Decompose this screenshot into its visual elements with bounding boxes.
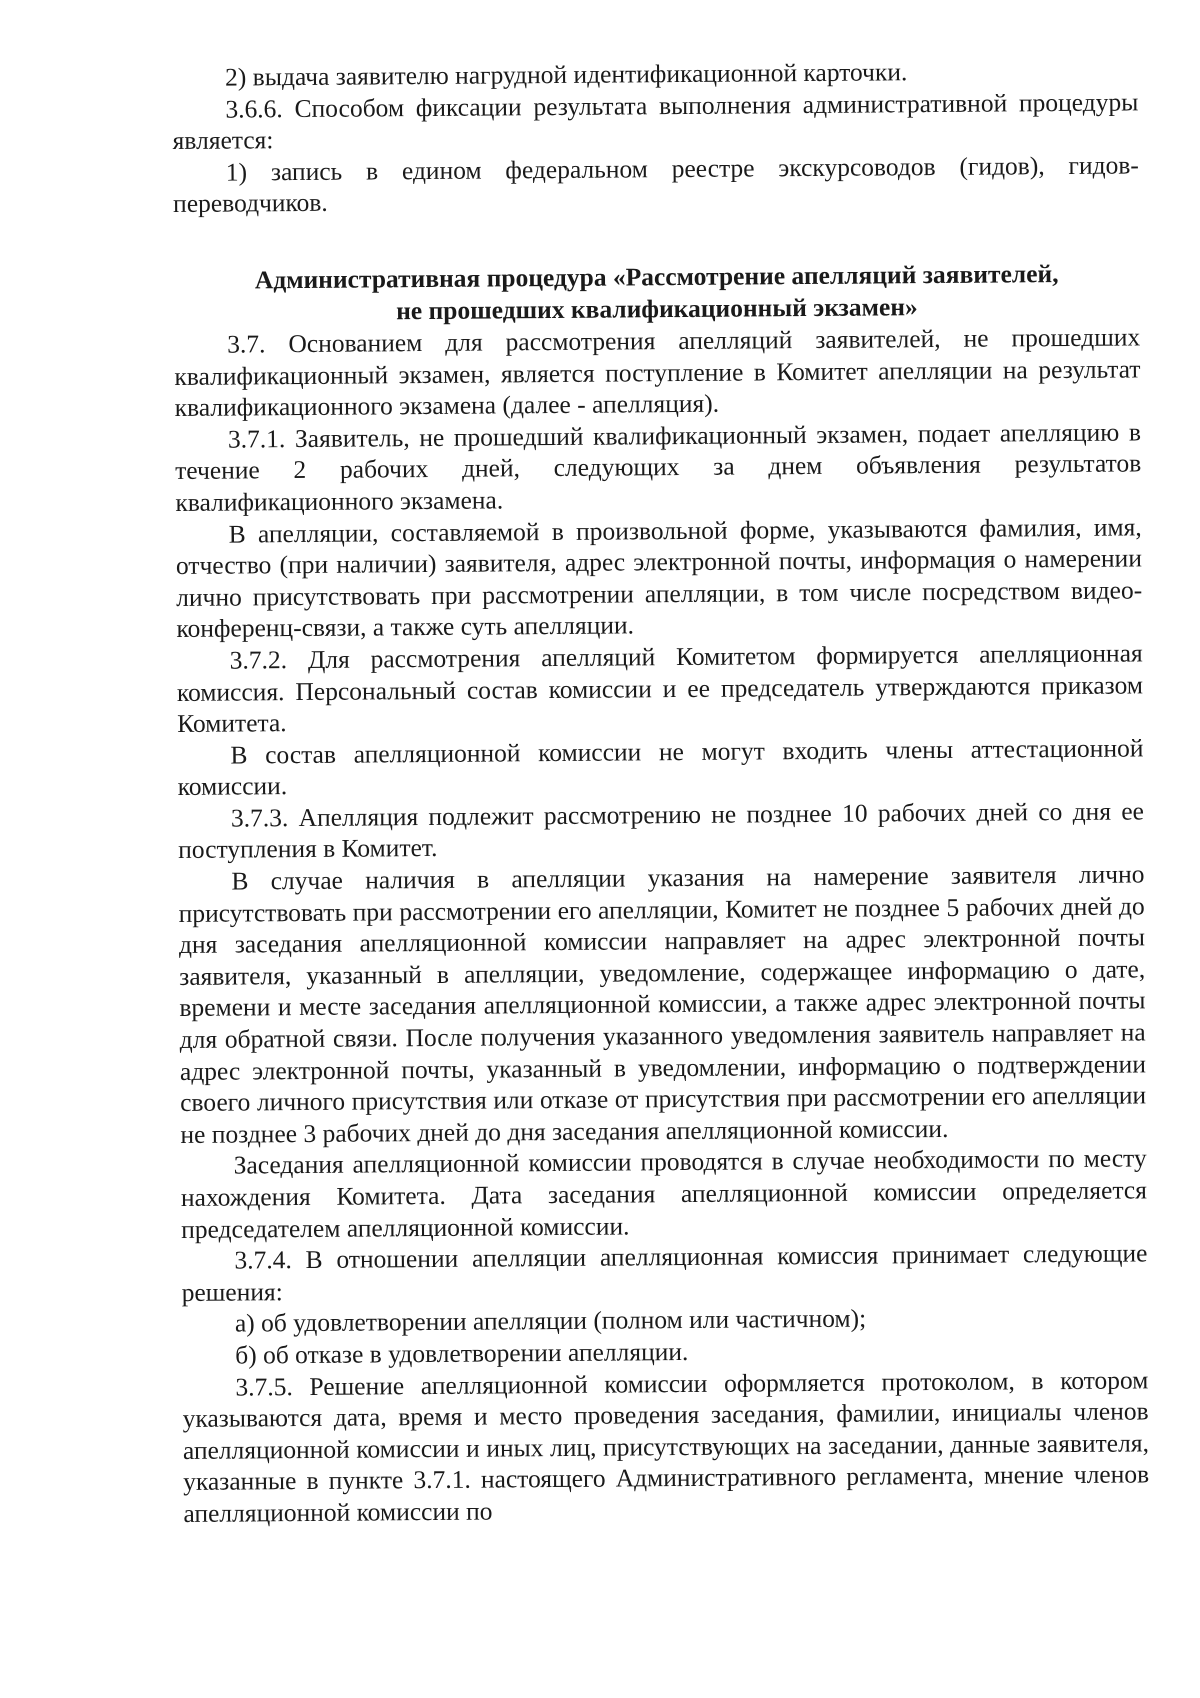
paragraph-appeal-content: В апелляции, составляемой в произвольной форме, указываются фамилия, имя, отчество (при наличии) заявителя, адрес электронной почты, информация о намерении лично присутствовать при рассмотрении апелляции, в том числе посредством видео-конференц-связи, а также суть апелляции. bbox=[175, 511, 1143, 644]
paragraph-3-7-1: 3.7.1. Заявитель, не прошедший квалификационный экзамен, подает апелляцию в течение 2 рабочих дней, следующих за днем объявления результатов квалификационного экзамена. bbox=[175, 417, 1142, 517]
document-body bbox=[172, 54, 1149, 1529]
paragraph-personal-presence: В случае наличия в апелляции указания на намерение заявителя лично присутствовать при рассмотрении его апелляции, Комитет не позднее 5 рабочих дней до дня заседания апелляционной комиссии направляет на адрес электронной почты заявителя, указанный в апелляции, уведомление, содержащее информацию о дате, времени и месте заседания апелляционной комиссии, а также адрес электронной почты для обратной связи. После получения указанного уведомления заявитель направляет на адрес электронной почты, указанный в уведомлении, информацию о подтверждении своего личного присутствия или отказе от присутствия при рассмотрении его апелляции не позднее 3 рабочих дней до дня заседания апелляционной комиссии. bbox=[178, 859, 1147, 1149]
section-heading bbox=[174, 257, 1140, 329]
paragraph-3-7-2: 3.7.2. Для рассмотрения апелляций Комитетом формируется апелляционная комиссия. Персональный состав комиссии и ее председатель утверждаются приказом Комитета. bbox=[176, 638, 1144, 739]
section-heading-line-2: не прошедших квалификационный экзамен» bbox=[396, 292, 918, 326]
list-item-b: б) об отказе в удовлетворении апелляции. bbox=[235, 1336, 689, 1370]
paragraph-commission-composition: В состав апелляционной комиссии не могут входить члены аттестационной комиссии. bbox=[177, 733, 1144, 802]
intro-line-3: 1) запись в едином федеральном реестре экскурсоводов (гидов), гидов-переводчиков. bbox=[173, 150, 1139, 219]
section-heading-line-1: Административная процедура «Рассмотрение апелляций заявителей, bbox=[254, 259, 1059, 295]
paragraph-3-7: 3.7. Основанием для рассмотрения апелляций заявителей, не прошедших квалификационный экзамен, является поступление в Комитет апелляции на результат квалификационного экзамена (далее - апелляция). bbox=[174, 322, 1141, 423]
intro-line-2: 3.6.6. Способом фиксации результата выполнения административной процедуры является: bbox=[172, 87, 1139, 156]
list-item-a: а) об удовлетворении апелляции (полном или частичном); bbox=[234, 1303, 867, 1338]
paragraph-3-7-3: 3.7.3. Апелляция подлежит рассмотрению не позднее 10 рабочих дней со дня ее поступления в Комитет. bbox=[178, 796, 1145, 865]
intro-line-1: 2) выдача заявителю нагрудной идентификационной карточки. bbox=[225, 57, 908, 92]
paragraph-3-7-4: 3.7.4. В отношении апелляции апелляционная комиссия принимает следующие решения: bbox=[181, 1238, 1148, 1307]
paragraph-meetings: Заседания апелляционной комиссии проводятся в случае необходимости по месту нахождения Комитета. Дата заседания апелляционной комиссии определяется председателем апелляционной комиссии. bbox=[180, 1143, 1148, 1244]
paragraph-3-7-5: 3.7.5. Решение апелляционной комиссии оформляется протоколом, в котором указываются дата, время и место проведения заседания, фамилии, инициалы членов апелляционной комиссии и иных лиц, присутствующих на заседании, данные заявителя, указанные в пункте 3.7.1. настоящего Административного регламента, мнение членов апелляционной комиссии по bbox=[182, 1364, 1150, 1528]
